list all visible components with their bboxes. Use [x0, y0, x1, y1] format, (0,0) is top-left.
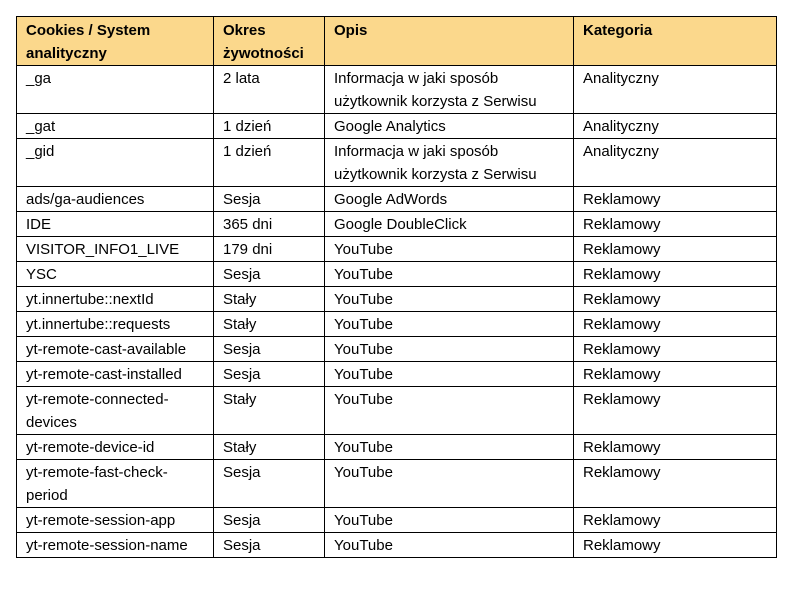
cookie-name-cell: ads/ga-audiences: [17, 187, 214, 212]
category-cell: Reklamowy: [574, 287, 777, 312]
description-cell: YouTube: [325, 312, 574, 337]
cookie-name-cell: yt-remote-fast-check-period: [17, 460, 214, 508]
header-description: Opis: [325, 17, 574, 66]
category-cell: Reklamowy: [574, 237, 777, 262]
category-cell: Reklamowy: [574, 533, 777, 558]
description-cell: YouTube: [325, 237, 574, 262]
cookie-name-cell: yt-remote-cast-installed: [17, 362, 214, 387]
category-cell: Reklamowy: [574, 262, 777, 287]
header-row: [17, 17, 777, 66]
table-row: [17, 460, 777, 508]
cookie-name-cell: YSC: [17, 262, 214, 287]
description-cell: Google AdWords: [325, 187, 574, 212]
table-row: [17, 262, 777, 287]
lifetime-cell: Stały: [214, 387, 325, 435]
lifetime-cell: Sesja: [214, 533, 325, 558]
header-cookies: Cookies / System analityczny: [17, 17, 214, 66]
table-row: [17, 114, 777, 139]
category-cell: Reklamowy: [574, 337, 777, 362]
table-row: [17, 66, 777, 114]
description-cell: YouTube: [325, 362, 574, 387]
category-cell: Reklamowy: [574, 212, 777, 237]
description-cell: Google Analytics: [325, 114, 574, 139]
lifetime-cell: 365 dni: [214, 212, 325, 237]
description-cell: YouTube: [325, 387, 574, 435]
table-row: [17, 508, 777, 533]
lifetime-cell: Sesja: [214, 460, 325, 508]
header-category: Kategoria: [574, 17, 777, 66]
table-row: [17, 435, 777, 460]
lifetime-cell: 1 dzień: [214, 139, 325, 187]
lifetime-cell: 1 dzień: [214, 114, 325, 139]
category-cell: Analityczny: [574, 114, 777, 139]
description-cell: YouTube: [325, 460, 574, 508]
cookie-name-cell: yt-remote-cast-available: [17, 337, 214, 362]
category-cell: Reklamowy: [574, 312, 777, 337]
description-cell: Informacja w jaki sposób użytkownik korzysta z Serwisu: [325, 66, 574, 114]
table-row: [17, 362, 777, 387]
category-cell: Analityczny: [574, 66, 777, 114]
cookie-name-cell: yt-remote-session-name: [17, 533, 214, 558]
cookie-name-cell: IDE: [17, 212, 214, 237]
lifetime-cell: Sesja: [214, 262, 325, 287]
header-lifetime: Okres żywotności: [214, 17, 325, 66]
description-cell: YouTube: [325, 533, 574, 558]
table-row: [17, 139, 777, 187]
cookie-name-cell: yt-remote-device-id: [17, 435, 214, 460]
description-cell: YouTube: [325, 435, 574, 460]
lifetime-cell: Sesja: [214, 187, 325, 212]
lifetime-cell: Sesja: [214, 362, 325, 387]
cookie-name-cell: _gat: [17, 114, 214, 139]
category-cell: Analityczny: [574, 139, 777, 187]
table-row: [17, 237, 777, 262]
category-cell: Reklamowy: [574, 508, 777, 533]
description-cell: Informacja w jaki sposób użytkownik korzysta z Serwisu: [325, 139, 574, 187]
cookie-name-cell: VISITOR_INFO1_LIVE: [17, 237, 214, 262]
table-row: [17, 287, 777, 312]
table-row: [17, 533, 777, 558]
lifetime-cell: Sesja: [214, 508, 325, 533]
description-cell: YouTube: [325, 262, 574, 287]
cookie-name-cell: yt.innertube::nextId: [17, 287, 214, 312]
category-cell: Reklamowy: [574, 435, 777, 460]
lifetime-cell: 179 dni: [214, 237, 325, 262]
lifetime-cell: Stały: [214, 435, 325, 460]
lifetime-cell: Stały: [214, 287, 325, 312]
table-row: [17, 387, 777, 435]
description-cell: YouTube: [325, 287, 574, 312]
description-cell: Google DoubleClick: [325, 212, 574, 237]
table-row: [17, 337, 777, 362]
category-cell: Reklamowy: [574, 460, 777, 508]
lifetime-cell: Stały: [214, 312, 325, 337]
cookie-name-cell: yt-remote-session-app: [17, 508, 214, 533]
cookie-name-cell: yt.innertube::requests: [17, 312, 214, 337]
cookie-name-cell: _gid: [17, 139, 214, 187]
table-row: [17, 312, 777, 337]
description-cell: YouTube: [325, 337, 574, 362]
description-cell: YouTube: [325, 508, 574, 533]
category-cell: Reklamowy: [574, 187, 777, 212]
table-row: [17, 212, 777, 237]
category-cell: Reklamowy: [574, 362, 777, 387]
category-cell: Reklamowy: [574, 387, 777, 435]
cookie-name-cell: _ga: [17, 66, 214, 114]
lifetime-cell: 2 lata: [214, 66, 325, 114]
lifetime-cell: Sesja: [214, 337, 325, 362]
cookie-name-cell: yt-remote-connected-devices: [17, 387, 214, 435]
cookies-table: [16, 16, 777, 558]
table-row: [17, 187, 777, 212]
